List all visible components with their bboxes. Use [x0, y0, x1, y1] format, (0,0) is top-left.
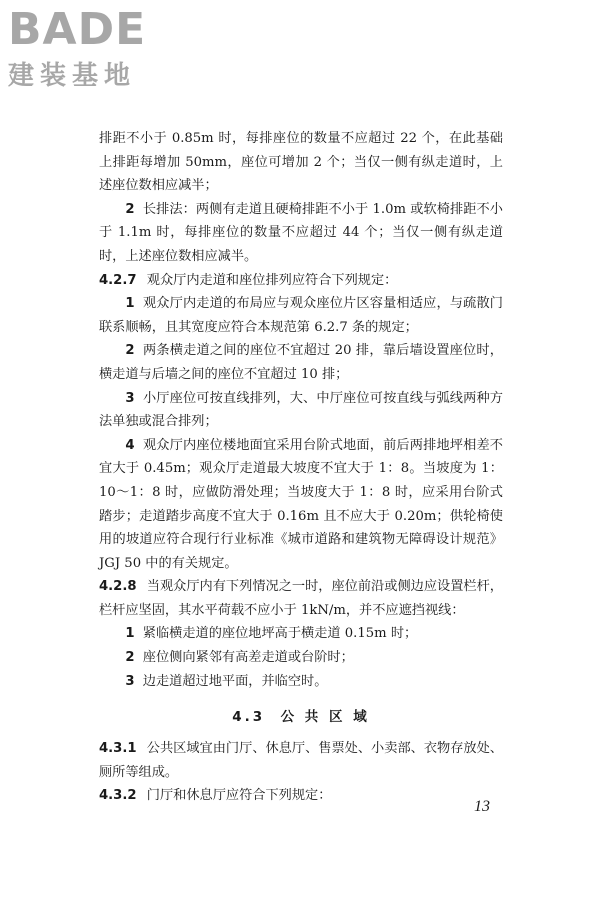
- item-number: 1: [125, 296, 135, 312]
- paragraph-text: 排距不小于 0.85m 时，每排座位的数量不应超过 22 个，在此基础上排距每增加 50mm，座位可增加 2 个；当仅一侧有纵走道时，上述座位数相应减半；: [99, 131, 503, 194]
- paragraph-text: 小厅座位可按直线排列，大、中厅座位可按直线与弧线两种方法单独或混合排列；: [99, 390, 503, 430]
- bade-logo: [6, 4, 176, 94]
- logo-subtitle: 建装基地: [8, 61, 137, 91]
- paragraph-text: 两条横走道之间的座位不宜超过 20 排，靠后墙设置座位时，横走道与后墙之间的座位不宜超过 10 排；: [99, 343, 503, 382]
- continuation-paragraph: [99, 127, 503, 198]
- section-paragraph-list: [99, 737, 503, 808]
- item-number: 2: [125, 343, 135, 359]
- paragraph-text: 紧临横走道的座位地坪高于横走道 0.15m 时；: [142, 626, 418, 642]
- sub-item-paragraph: [99, 198, 503, 269]
- section-title: 公 共 区 域: [280, 709, 370, 726]
- item-number: 3: [125, 390, 135, 406]
- logo-brand-text: BADE: [8, 4, 147, 55]
- sub-item-paragraph: [99, 339, 503, 386]
- section-number: 4.3: [232, 709, 266, 726]
- paragraph-text: 座位侧向紧邻有高差走道或台阶时；: [142, 650, 354, 666]
- item-number: 1: [125, 626, 135, 642]
- document-body: [99, 127, 503, 808]
- clause-number: 4.2.8: [99, 579, 137, 595]
- sub-item-paragraph: [99, 670, 503, 694]
- item-number: 2: [125, 650, 135, 666]
- paragraph-text: 当观众厅内有下列情况之一时，座位前沿或侧边应设置栏杆，栏杆应坚固，其水平荷载不应小于 1kN/m，并不应遮挡视线：: [99, 579, 503, 618]
- clause-paragraph: [99, 575, 503, 622]
- clause-number: 4.2.7: [99, 272, 137, 288]
- paragraph-text: 公共区域宜由门厅、休息厅、售票处、小卖部、衣物存放处、厕所等组成。: [99, 741, 503, 780]
- sub-item-paragraph: [99, 622, 503, 646]
- sub-item-paragraph: [99, 292, 503, 339]
- paragraph-text: 观众厅内座位楼地面宜采用台阶式地面，前后两排地坪相差不宜大于 0.45m；观众厅走道最大坡度不宜大于 1：8。当坡度为 1：10～1：8 时，应做防滑处理；当坡度大于 1：8 时，应采用台阶式踏步；走道踏步高度不宜大于 0.16m 且不应大于 0.20m；供轮椅使用的坡道应符合现行行业标准《城市道路和建筑物无障碍设计规范》JGJ 50 中的有关规定。: [99, 437, 503, 571]
- clause-paragraph: [99, 737, 503, 784]
- item-number: 2: [125, 201, 135, 217]
- paragraph-text: 门厅和休息厅应符合下列规定：: [146, 788, 332, 804]
- clause-number: 4.3.2: [99, 788, 137, 804]
- paragraph-list: [99, 127, 503, 693]
- item-number: 3: [125, 673, 135, 689]
- sub-item-paragraph: [99, 387, 503, 434]
- paragraph-text: 边走道超过地平面，并临空时。: [142, 673, 328, 689]
- section-heading: [99, 705, 503, 729]
- item-number: 4: [125, 437, 135, 453]
- sub-item-paragraph: [99, 646, 503, 670]
- paragraph-text: 长排法：两侧有走道且硬椅排距不小于 1.0m 或软椅排距不小于 1.1m 时，每排座位的数量不应超过 44 个；当仅一侧有纵走道时，上述座位数相应减半。: [99, 201, 503, 264]
- clause-number: 4.3.1: [99, 741, 137, 757]
- page-number: 13: [474, 798, 490, 815]
- paragraph-text: 观众厅内走道和座位排列应符合下列规定：: [146, 272, 398, 288]
- paragraph-text: 观众厅内走道的布局应与观众座位片区容量相适应，与疏散门联系顺畅，且其宽度应符合本规范第 6.2.7 条的规定；: [99, 296, 503, 335]
- sub-item-paragraph: [99, 434, 503, 576]
- clause-paragraph: [99, 269, 503, 293]
- clause-paragraph: [99, 784, 503, 808]
